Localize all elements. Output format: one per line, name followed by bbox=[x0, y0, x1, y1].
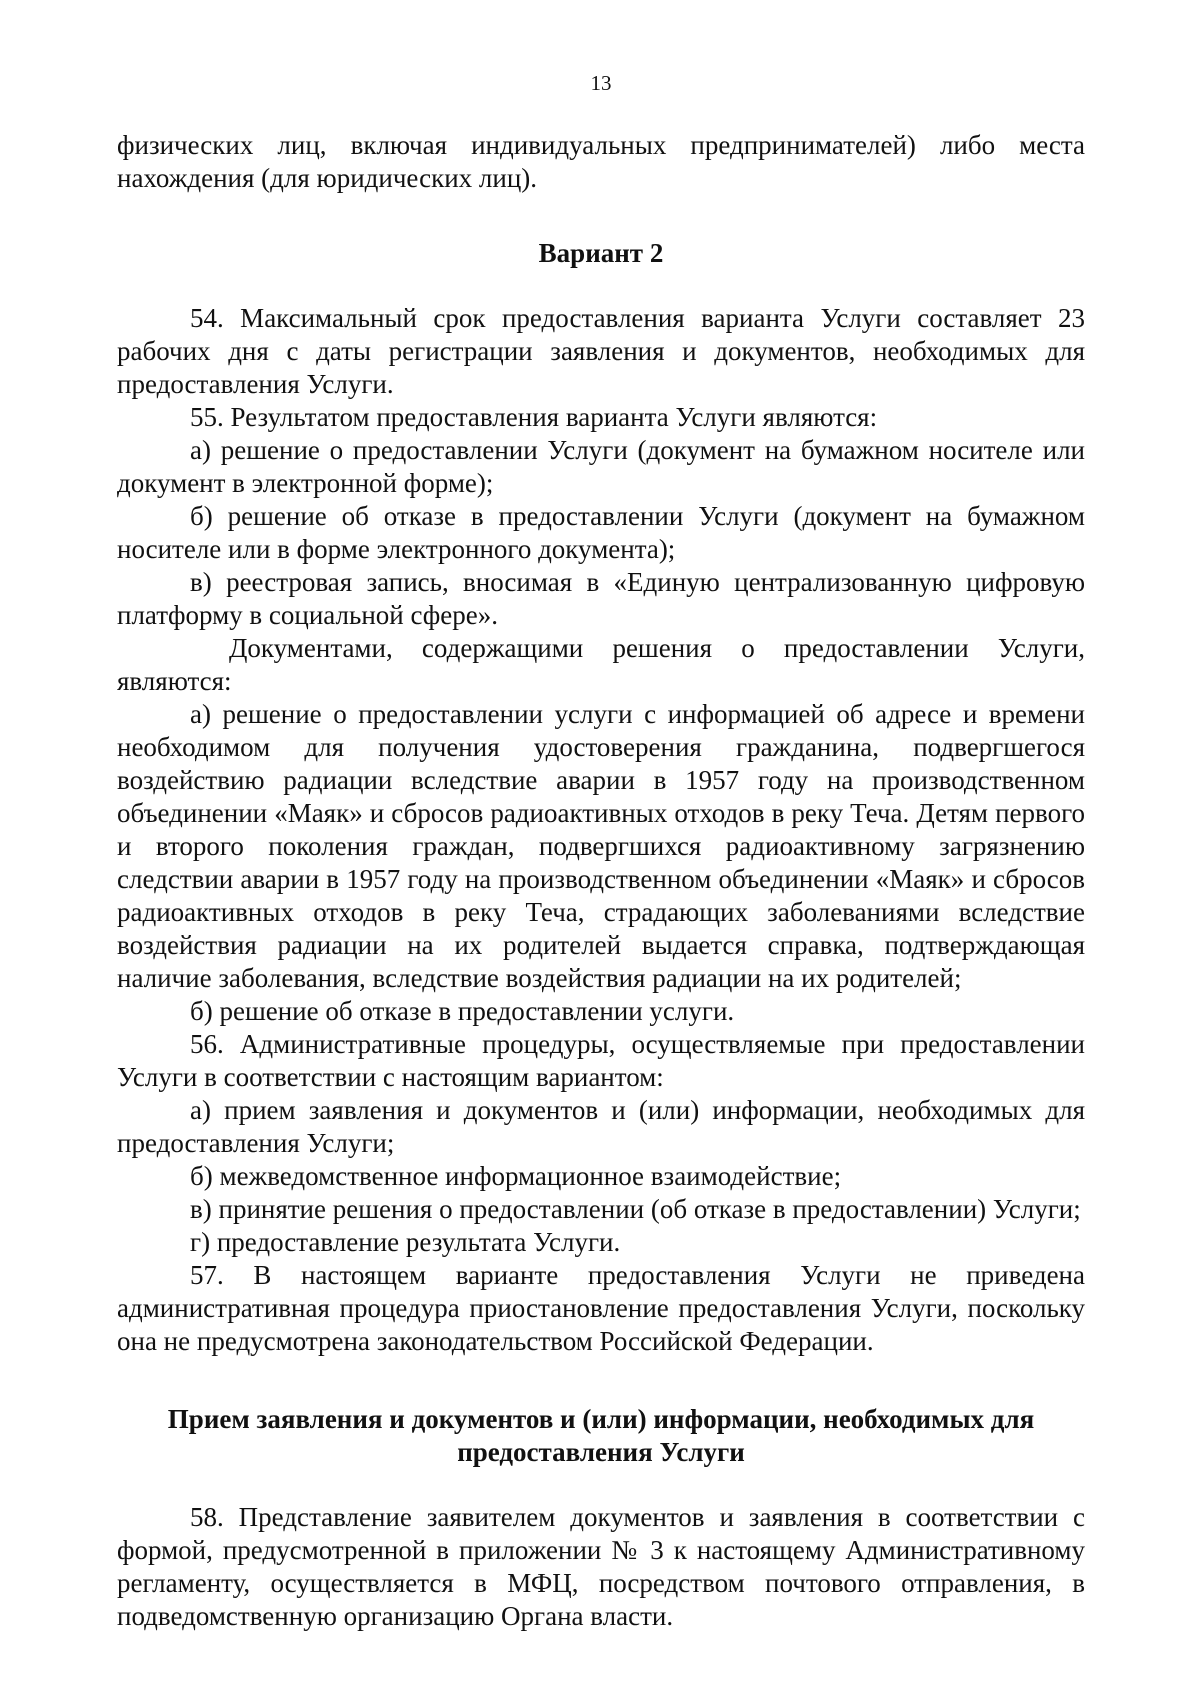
list-item-b: б) межведомственное информационное взаимодействие; bbox=[190, 1161, 842, 1191]
paragraph-documents: Документами, содержащими решения о предоставлении Услуги, являются: bbox=[117, 633, 1085, 696]
variant-heading: Вариант 2 bbox=[538, 238, 664, 268]
list-item-b: б) решение об отказе в предоставлении Услуги (документ на бумажном носителе или в форме электронного документа); bbox=[117, 501, 1085, 564]
paragraph: физических лиц, включая индивидуальных предпринимателей) либо места нахождения (для юридических лиц). bbox=[117, 130, 1085, 193]
list-item-b: б) решение об отказе в предоставлении услуги. bbox=[190, 996, 735, 1026]
paragraph-55: 55. Результатом предоставления варианта Услуги являются: bbox=[190, 402, 878, 432]
list-item-a: а) прием заявления и документов и (или) информации, необходимых для предоставления Услуги; bbox=[117, 1095, 1085, 1158]
list-item-g: г) предоставление результата Услуги. bbox=[190, 1227, 621, 1257]
list-item-v: в) реестровая запись, вносимая в «Единую централизованную цифровую платформу в социальной сфере». bbox=[117, 567, 1085, 630]
page-number: 13 bbox=[590, 71, 612, 95]
list-item-a: а) решение о предоставлении услуги с информацией об адресе и времени необходимом для получения удостоверения гражданина, подвергшегося воздействию радиации вследствие аварии в 1957 году на производственном объединении «Маяк» и сбросов радиоактивных отходов в реку Теча. Детям первого и второго поколения граждан, подвергшихся радиоактивному загрязнению следствии аварии в 1957 году на производственном объединении «Маяк» и сбросов радиоактивных отходов в реку Теча, страдающих заболеваниями вследствие воздействия радиации на их родителей выдается справка, подтверждающая наличие заболевания, вследствие воздействия радиации на их родителей; bbox=[117, 699, 1085, 993]
list-item-v: в) принятие решения о предоставлении (об отказе в предоставлении) Услуги; bbox=[190, 1194, 1081, 1224]
section-heading: Прием заявления и документов и (или) информации, необходимых для предоставления Услуги bbox=[167, 1404, 1035, 1467]
paragraph-58: 58. Представление заявителем документов и заявления в соответствии с формой, предусмотренной в приложении № 3 к настоящему Административному регламенту, осуществляется в МФЦ, посредством почтового отправления, в подведомственную организацию Органа власти. bbox=[117, 1502, 1085, 1631]
list-item-a: а) решение о предоставлении Услуги (документ на бумажном носителе или документ в электронной форме); bbox=[117, 435, 1085, 498]
paragraph-57: 57. В настоящем варианте предоставления Услуги не приведена административная процедура приостановление предоставления Услуги, поскольку она не предусмотрена законодательством Российской Федерации. bbox=[117, 1260, 1085, 1356]
paragraph-56: 56. Административные процедуры, осуществляемые при предоставлении Услуги в соответствии с настоящим вариантом: bbox=[117, 1029, 1085, 1092]
paragraph-54: 54. Максимальный срок предоставления варианта Услуги составляет 23 рабочих дня с даты регистрации заявления и документов, необходимых для предоставления Услуги. bbox=[117, 303, 1085, 399]
